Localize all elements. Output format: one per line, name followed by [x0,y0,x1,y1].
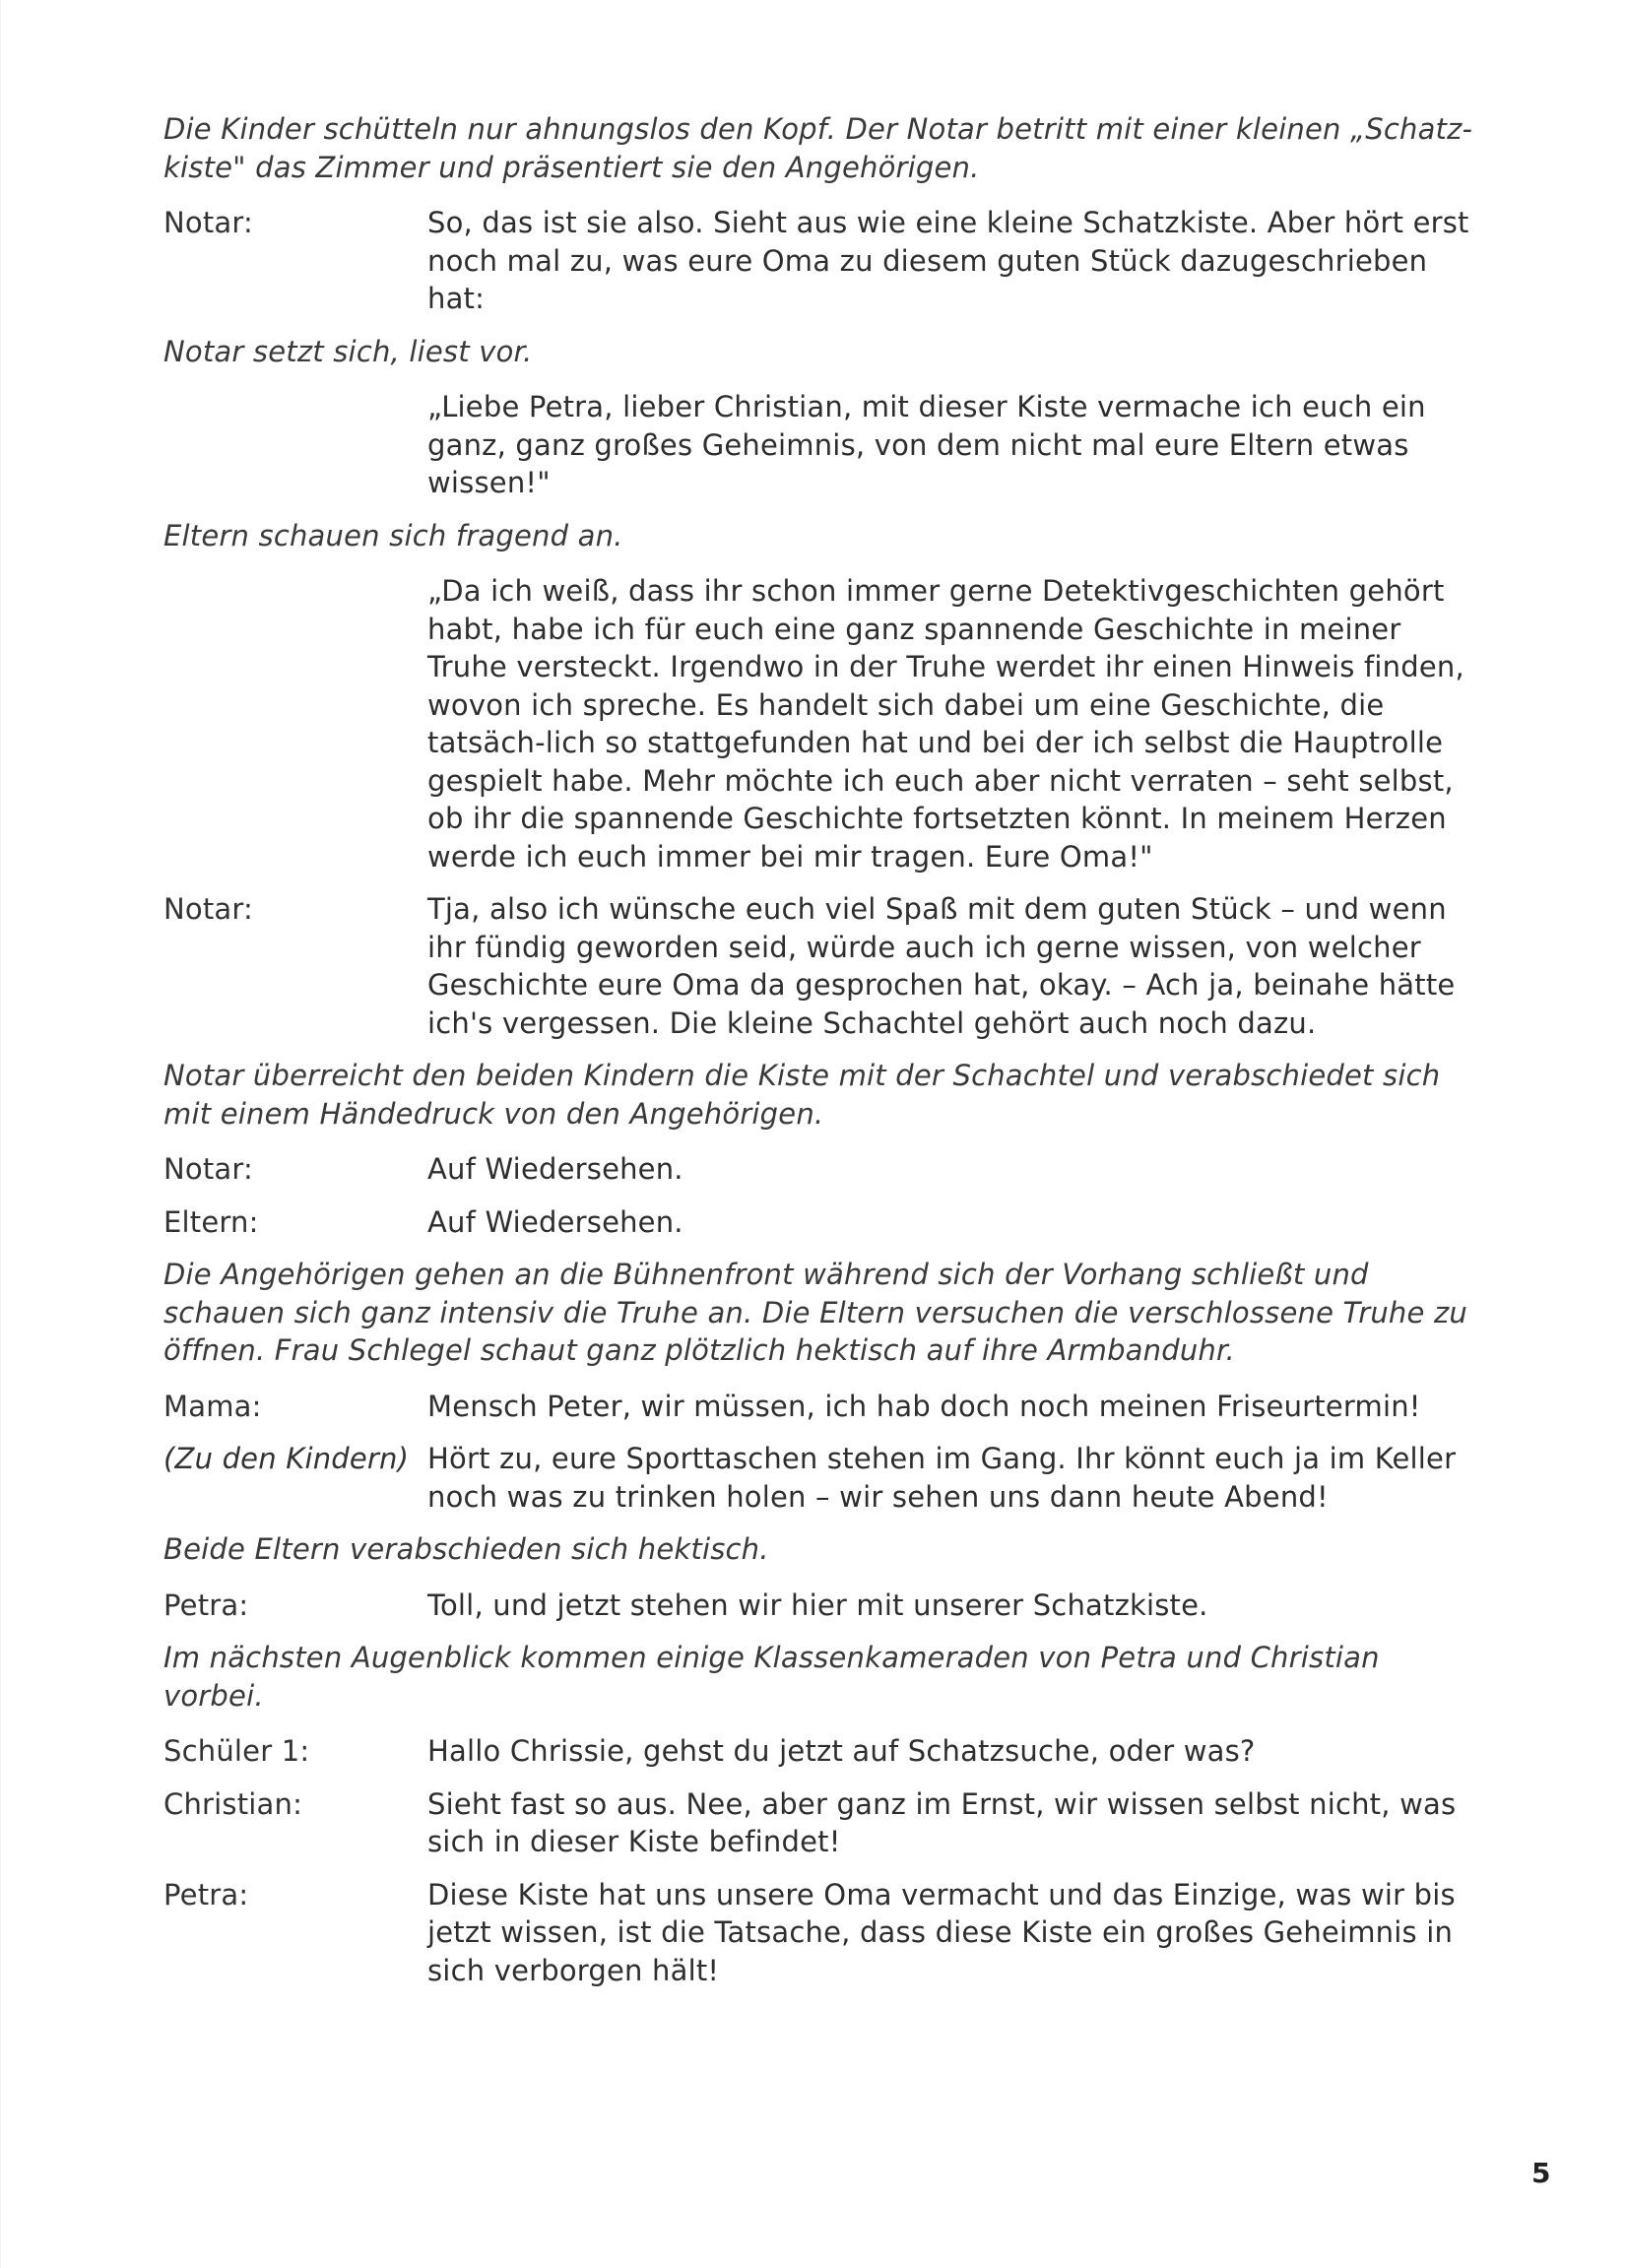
speech-text: So, das ist sie also. Sieht aus wie eine kleine Schatzkiste. Aber hört erst noch mal zu, was eure Oma zu diesem guten Stück dazugeschrieben hat: [427,206,1469,315]
speech-text: Hallo Chrissie, gehst du jetzt auf Schatzsuche, oder was? [427,1734,1256,1768]
speech-text: Auf Wiedersehen. [427,1152,683,1186]
dialogue-line [163,1203,1483,1242]
speech-text: Mensch Peter, wir müssen, ich hab doch noch meinen Friseurtermin! [427,1389,1421,1423]
dialogue-line [163,1440,1483,1516]
stage-direction: Die Angehörigen gehen an die Bühnenfront während sich der Vorhang schließt und schauen sich ganz intensiv die Truhe an. Die Eltern versuchen die verschlossene Truhe zu öffnen. Frau Schlegel schaut ganz plötzlich hektisch auf ihre Armbanduhr. [163,1258,1467,1367]
speaker-name: Christian: [163,1786,303,1821]
speaker-name: Notar: [163,206,253,239]
speaker-name: Petra: [163,1877,249,1912]
dialogue-line [163,1876,1483,1990]
dialogue-line [163,388,1483,502]
script-body [163,110,1483,2004]
speaker-name: Petra: [163,1588,249,1622]
speech-text: Toll, und jetzt stehen wir hier mit unserer Schatzkiste. [427,1588,1208,1622]
speaker-name: Eltern: [163,1204,259,1239]
speaker-name: Schüler 1: [163,1734,310,1768]
page-edge [0,0,1,2268]
stage-direction: Notar überreicht den beiden Kindern die Kiste mit der Schachtel und verabschiedet sich mit einem Händedruck von den Angehörigen. [163,1059,1441,1131]
speech-text: Hört zu, eure Sporttaschen stehen im Gang. Ihr könnt euch ja im Keller noch was zu trinken holen – wir sehen uns dann heute Abend! [427,1442,1457,1514]
speech-text: „Da ich weiß, dass ihr schon immer gerne Detektivgeschichten gehört habt, habe ich für euch eine ganz spannende Geschichte in meiner Truhe versteckt. Irgendwo in der Truhe werdet ihr einen Hinweis finden, wovon ich spreche. Es handelt sich dabei um eine Geschichte, die tatsäch-lich so stattgefunden hat und bei der ich selbst die Hauptrolle gespielt habe. Mehr möchte ich euch aber nicht verraten – seht selbst, ob ihr die spannende Geschichte fortsetzten könnt. In meinem Herzen werde ich euch immer bei mir tragen. Eure Oma!" [427,574,1464,874]
dialogue-line [163,1785,1483,1861]
dialogue-line [163,890,1483,1042]
stage-direction: Notar setzt sich, liest vor. [163,334,533,368]
speaker-empty [163,388,427,502]
speaker-name: Notar: [163,892,253,926]
page-number: 5 [1531,2157,1551,2189]
dialogue-line [163,572,1483,875]
speech-text: Auf Wiedersehen. [427,1204,683,1239]
speaker-empty [163,572,427,875]
speech-text: Tja, also ich wünsche euch viel Spaß mit dem guten Stück – und wenn ihr fündig geworden seid, würde auch ich gerne wissen, von welcher Geschichte eure Oma da gesprochen hat, okay. – Ach ja, beinahe hätte ich's vergessen. Die kleine Schachtel gehört auch noch dazu. [427,892,1456,1040]
speech-text: Diese Kiste hat uns unsere Oma vermacht und das Einzige, was wir bis jetzt wissen, ist die Tatsache, dass diese Kiste ein großes Geheimnis in sich verborgen hält! [427,1877,1456,1987]
speaker-name: Notar: [163,1152,253,1186]
dialogue-line [163,1587,1483,1625]
speaker-direction: (Zu den Kindern) [163,1442,410,1475]
dialogue-line [163,204,1483,318]
speech-text: „Liebe Petra, lieber Christian, mit dieser Kiste vermache ich euch ein ganz, ganz großes Geheimnis, von dem nicht mal eure Eltern etwas wissen!" [427,390,1426,499]
dialogue-line [163,1388,1483,1426]
stage-direction: Die Kinder schütteln nur ahnungslos den Kopf. Der Notar betritt mit einer kleinen „Schatz-kiste" das Zimmer und präsentiert sie den Angehörigen. [163,112,1473,184]
dialogue-line [163,1732,1483,1771]
speech-text: Sieht fast so aus. Nee, aber ganz im Ernst, wir wissen selbst nicht, was sich in dieser Kiste befindet! [427,1786,1457,1858]
stage-direction: Eltern schauen sich fragend an. [163,518,623,552]
stage-direction: Beide Eltern verabschieden sich hektisch. [163,1532,769,1566]
stage-direction: Im nächsten Augenblick kommen einige Klassenkameraden von Petra und Christian vorbei. [163,1641,1380,1713]
dialogue-line [163,1150,1483,1189]
speaker-name: Mama: [163,1389,262,1423]
